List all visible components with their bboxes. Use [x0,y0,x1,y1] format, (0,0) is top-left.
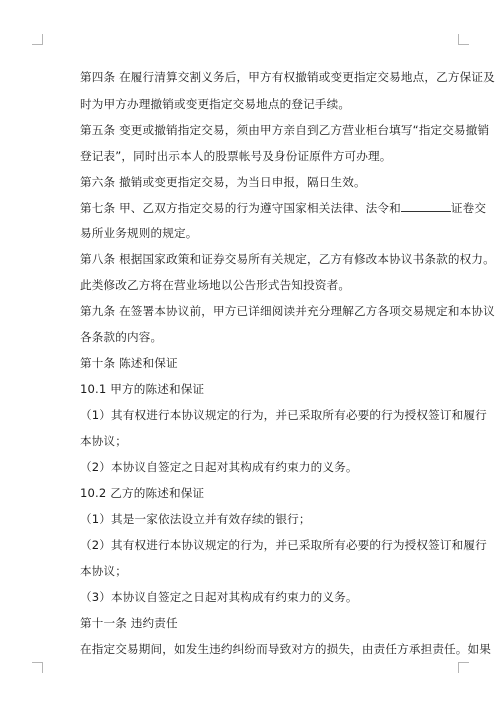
section-10-2-item-2-line-2: 本协议； [80,564,127,578]
section-10-1-heading: 10.1 甲方的陈述和保证 [80,382,205,396]
article-10-heading: 第十条 陈述和保证 [80,356,178,370]
section-10-1-item-1-line-1: （1）其有权进行本协议规定的行为，并已采取所有必要的行为授权签订和履行 [80,408,487,422]
article-9-line-1: 第九条 在签署本协议前，甲方已详细阅读并充分理解乙方各项交易规定和本协议 [80,304,495,318]
article-7-text-before-blank: 第七条 甲、乙双方指定交易的行为遵守国家相关法律、法令和 [80,201,401,215]
crop-mark-top-left [32,34,43,45]
article-8-line-2: 此类修改乙方将在营业场地以公告形式告知投资者。 [80,278,351,292]
article-9-line-2: 各条款的内容。 [80,330,163,344]
article-7-line-1 [80,200,486,215]
section-10-2-item-3: （3）本协议自签定之日起对其构成有约束力的义务。 [80,590,358,604]
section-10-2-item-1: （1）其是一家依法设立并有效存续的银行； [80,512,311,526]
article-11-heading: 第十一条 违约责任 [80,616,178,630]
article-7-text-after-blank: 证卷交 [450,201,487,215]
crop-mark-top-right [458,34,469,45]
crop-mark-bottom-left [32,662,43,673]
article-5-line-2: 登记表”，同时出示本人的股票帐号及身份证原件方可办理。 [80,149,392,163]
crop-mark-bottom-right [458,662,469,673]
article-8-line-1: 第八条 根据国家政策和证券交易所有关规定，乙方有修改本协议书条款的权力。 [80,252,495,266]
article-5-line-1: 第五条 变更或撤销指定交易，须由甲方亲自到乙方营业柜台填写“指定交易撤销 [80,123,490,137]
article-4-line-2: 时为甲方办理撤销或变更指定交易地点的登记手续。 [80,97,351,111]
article-4-line-1: 第四条 在履行清算交割义务后，甲方有权撤销或变更指定交易地点，乙方保证及 [80,70,495,84]
article-7-line-2: 易所业务规则的规定。 [80,226,198,240]
section-10-2-heading: 10.2 乙方的陈述和保证 [80,486,205,500]
article-6: 第六条 撤销或变更指定交易，为当日申报，隔日生效。 [80,175,366,189]
article-11-line-1: 在指定交易期间，如发生违约纠纷而导致对方的损失，由责任方承担责任。如果 [80,642,492,656]
section-10-2-item-2-line-1: （2）其有权进行本协议规定的行为，并已采取所有必要的行为授权签订和履行 [80,538,487,552]
section-10-1-item-1-line-2: 本协议； [80,434,127,448]
fill-in-blank [401,200,451,212]
section-10-1-item-2: （2）本协议自签定之日起对其构成有约束力的义务。 [80,460,358,474]
